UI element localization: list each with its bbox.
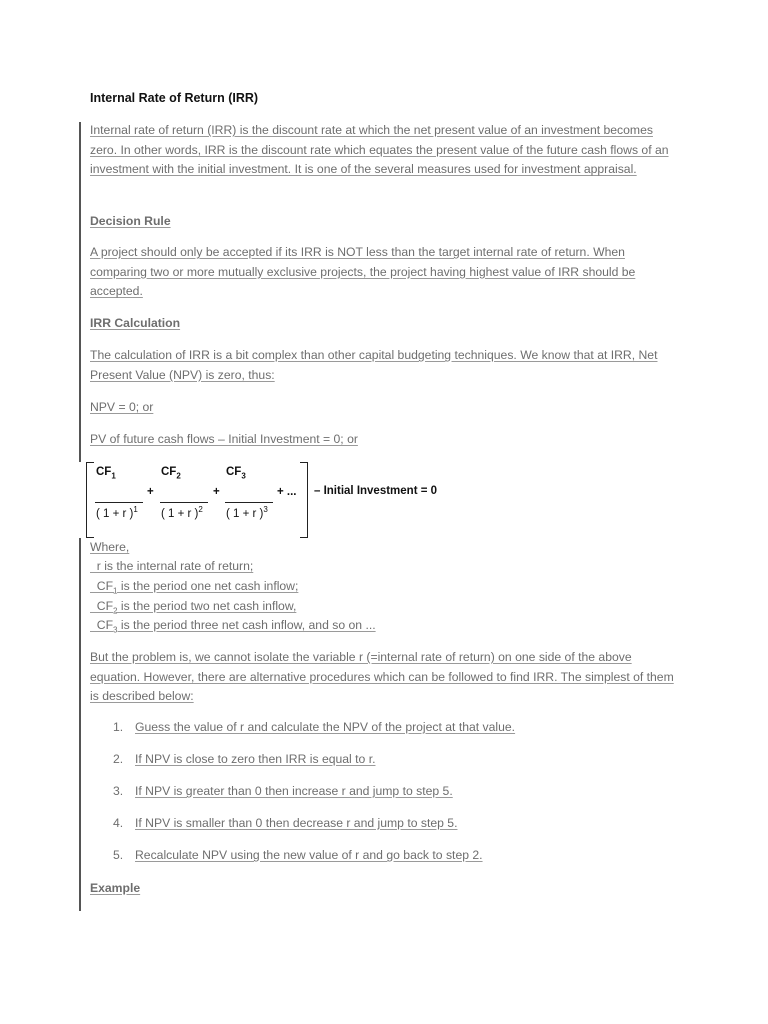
npv-equation: NPV = 0; or [90, 400, 154, 414]
decision-rule-paragraph: A project should only be accepted if its IRR is NOT less than the target internal rate of return. When comparing two or more mutually exclusive projects, the project having highest value of IRR should be accepted. [90, 245, 636, 299]
calculation-paragraph: The calculation of IRR is a bit complex than other capital budgeting techniques. We know that at IRR, Net Present Value (NPV) is zero, thus: [90, 348, 658, 382]
change-bar [79, 122, 81, 462]
where-r: r is the internal rate of return; [90, 559, 254, 573]
intro-paragraph: Internal rate of return (IRR) is the discount rate at which the net present value of an investment becomes zero. In other words, IRR is the discount rate which equates the present value of the future cash flows of an investment with the initial investment. It is one of the several measures used for investment appraisal. [90, 123, 669, 177]
where-label: Where, [90, 540, 130, 554]
irr-calculation-heading: IRR Calculation [90, 316, 181, 330]
formula-right-bracket [300, 462, 308, 538]
where-cf1: $CF_1$ is the period one net cash inflow; [90, 579, 299, 596]
formula-tail: – Initial Investment = 0 [314, 485, 438, 497]
where-cf2: $CF_2$ is the period two net cash inflow, [90, 599, 297, 616]
problem-paragraph: But the problem is, we cannot isolate the variable r (=internal rate of return) on one side of the above equation. However, there are alternative procedures which can be followed to find IRR. The simplest of them is described below: [90, 650, 674, 704]
change-bar [79, 538, 81, 911]
list-item: 5. Recalculate NPV using the new value of r and go back to step 2. [113, 848, 483, 862]
plus-sign: + [147, 486, 154, 498]
where-cf3: $CF_3$ is the period three net cash inflow, and so on ... [90, 618, 376, 635]
ellipsis-term: + ... [277, 486, 297, 498]
example-heading: Example [90, 881, 141, 895]
decision-rule-heading: Decision Rule [90, 214, 171, 228]
irr-formula: $CF_1$ ( 1 + r )$^1$ + $CF_2$ ( 1 + r )$^2$ + $CF_3$ ( 1 + r )$^3$ + ... – Initial Investment = 0 [86, 462, 466, 540]
list-item: 3. If NPV is greater than 0 then increase r and jump to step 5. [113, 784, 453, 798]
plus-sign: + [213, 486, 220, 498]
list-item: 1. Guess the value of r and calculate the NPV of the project at that value. [113, 720, 516, 734]
list-item: 2. If NPV is close to zero then IRR is equal to r. [113, 752, 376, 766]
list-item: 4. If NPV is smaller than 0 then decrease r and jump to step 5. [113, 816, 458, 830]
pv-equation: PV of future cash flows – Initial Investment = 0; or [90, 432, 358, 446]
page-title: Internal Rate of Return (IRR) [90, 91, 259, 105]
formula-left-bracket [86, 462, 94, 538]
